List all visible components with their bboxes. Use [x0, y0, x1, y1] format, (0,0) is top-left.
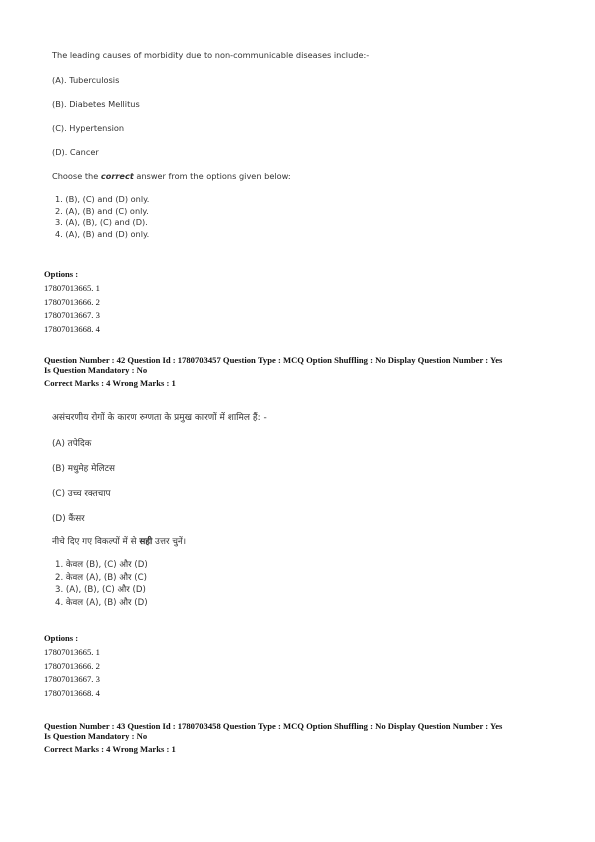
question-meta: [44, 721, 502, 754]
answer-instruction: [52, 171, 291, 181]
answer-choices: [55, 194, 149, 240]
statement-a: (A) तपेदिक: [52, 439, 92, 449]
option-id-2: 17807013666. 2: [44, 296, 100, 307]
answer-choice-2: 2. केवल (A), (B) और (C): [55, 572, 147, 583]
option-id-3: 17807013667. 3: [44, 310, 100, 320]
instruction-prefix: Choose the: [52, 171, 101, 181]
option-id-4: 17807013668. 4: [44, 323, 100, 334]
option-id-2: 17807013666. 2: [44, 660, 100, 671]
statement-a: (A). Tuberculosis: [52, 75, 120, 85]
instruction-prefix: नीचे दिए गए विकल्पों में से: [52, 537, 140, 547]
question-text: The leading causes of morbidity due to non-communicable diseases include:-: [52, 50, 370, 60]
instruction-suffix: answer from the options given below:: [133, 171, 291, 181]
answer-choice-1: 1. (B), (C) and (D) only.: [55, 194, 150, 204]
answer-choice-2: 2. (A), (B) and (C) only.: [55, 205, 149, 216]
answer-choice-3: 3. (A), (B), (C) और (D): [55, 585, 146, 595]
question-meta-line1: Question Number : 43 Question Id : 1780703458 Question Type : MCQ Option Shuffling : No Display Question Number : Yes: [44, 721, 503, 731]
option-id-3: 17807013667. 3: [44, 674, 100, 684]
answer-choice-3: 3. (A), (B), (C) and (D).: [55, 217, 148, 227]
options-list: [44, 282, 100, 336]
question-meta-line3: Correct Marks : 4 Wrong Marks : 1: [44, 378, 176, 388]
question-meta-line2: Is Question Mandatory : No: [44, 731, 148, 741]
question-meta-line2: Is Question Mandatory : No: [44, 365, 148, 375]
instruction-keyword: सही: [139, 537, 153, 547]
answer-choice-4: 4. (A), (B) and (D) only.: [55, 228, 150, 239]
question-meta-line3: Correct Marks : 4 Wrong Marks : 1: [44, 744, 176, 754]
option-id-4: 17807013668. 4: [44, 687, 100, 698]
instruction-keyword: correct: [100, 171, 134, 181]
answer-choices: [55, 559, 148, 609]
options-list: [44, 646, 100, 700]
question-text: असंचरणीय रोगों के कारण रुग्णता के प्रमुख कारणों में शामिल हैं: -: [52, 413, 267, 423]
option-id-1: 17807013665. 1: [44, 647, 100, 657]
options-label: Options :: [44, 269, 79, 279]
statement-c: (C) उच्च रक्तचाप: [52, 489, 111, 499]
question-meta-line1: Question Number : 42 Question Id : 1780703457 Question Type : MCQ Option Shuffling : No Display Question Number : Yes: [44, 355, 503, 365]
answer-instruction: [52, 535, 186, 547]
statement-b: (B) मधुमेह मेलिटस: [52, 464, 115, 474]
answer-choice-1: 1. केवल (B), (C) और (D): [55, 560, 148, 570]
statement-d: (D). Cancer: [52, 147, 99, 157]
statement-d: (D) कैंसर: [52, 514, 85, 524]
question-meta: [44, 355, 502, 388]
statement-b: (B). Diabetes Mellitus: [52, 99, 140, 109]
option-id-1: 17807013665. 1: [44, 283, 100, 293]
answer-choice-4: 4. केवल (A), (B) और (D): [55, 597, 148, 608]
statement-c: (C). Hypertension: [52, 123, 125, 133]
instruction-suffix: उत्तर चुनें।: [152, 537, 187, 547]
options-label: Options :: [44, 633, 79, 643]
